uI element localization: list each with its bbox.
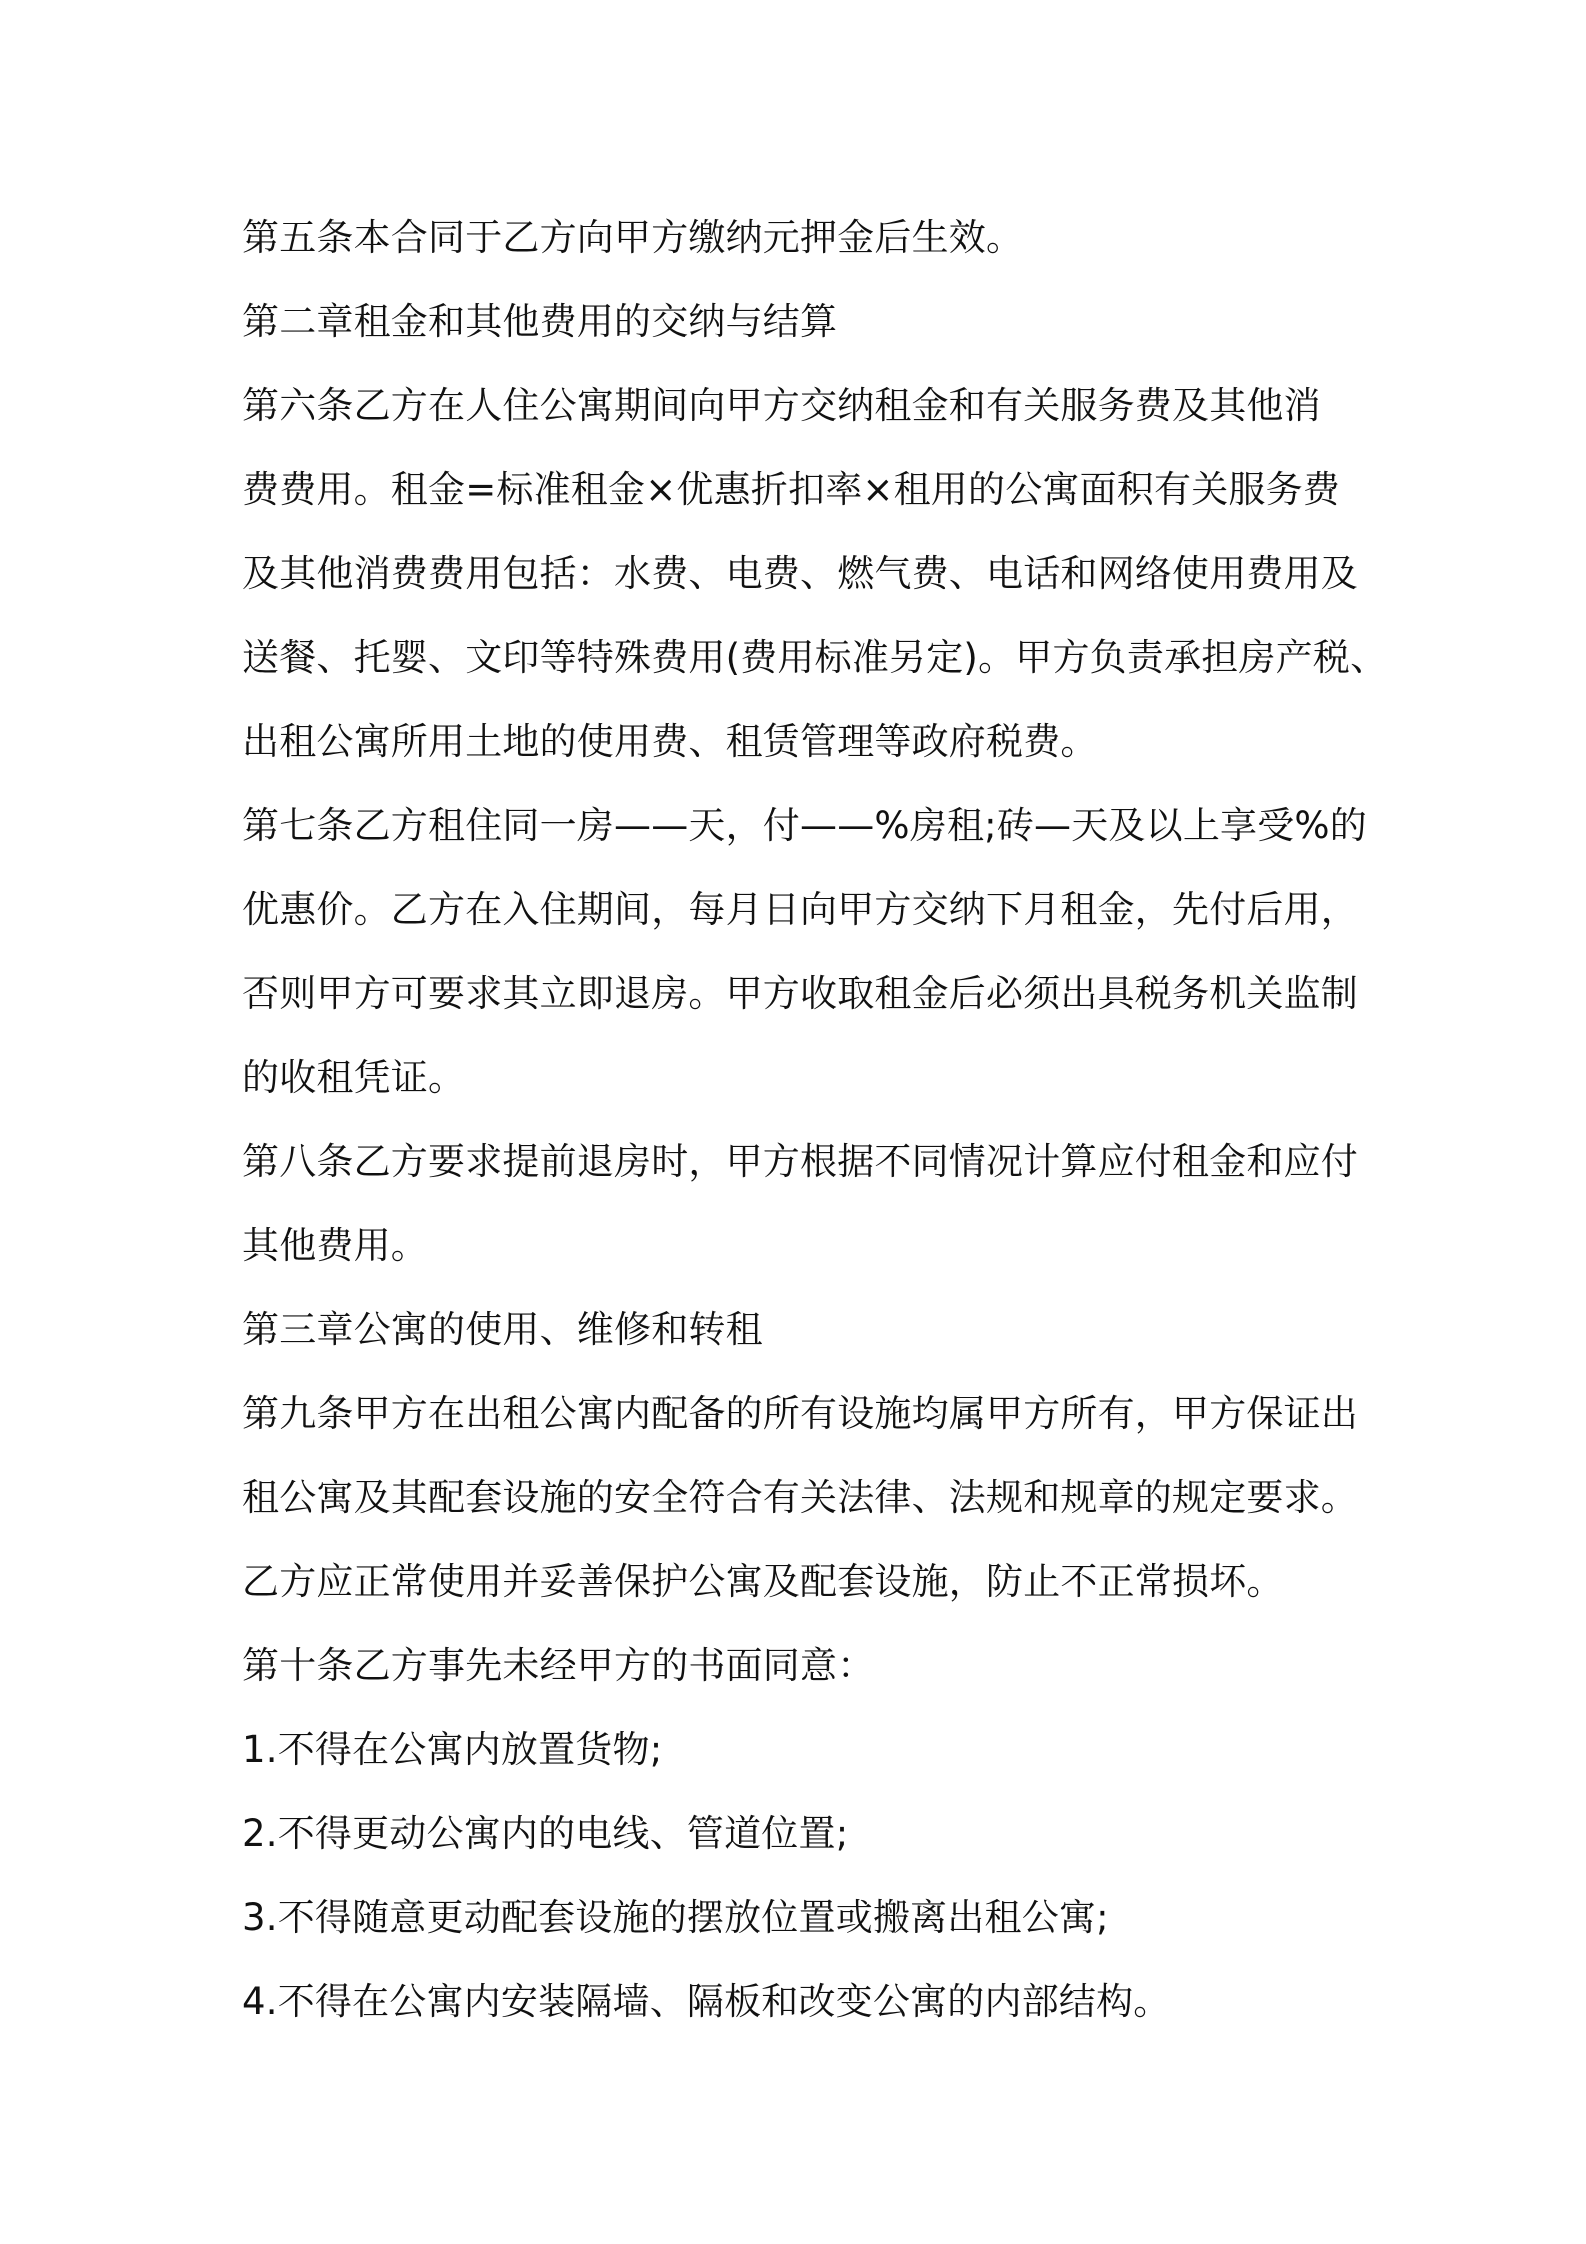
article-8-line-1: 第八条乙方要求提前退房时，甲方根据不同情况计算应付租金和应付 — [242, 1140, 1358, 1183]
article-7-line-4: 的收租凭证。 — [242, 1056, 466, 1099]
chapter-2-heading: 第二章租金和其他费用的交纳与结算 — [242, 300, 838, 343]
article-7-line-3: 否则甲方可要求其立即退房。甲方收取租金后必须出具税务机关监制 — [242, 972, 1358, 1015]
article-10-line: 第十条乙方事先未经甲方的书面同意： — [242, 1644, 875, 1687]
article-5-line: 第五条本合同于乙方向甲方缴纳元押金后生效。 — [242, 216, 1024, 259]
article-7-line-1: 第七条乙方租住同一房——天，付——%房租;砖—天及以上享受%的 — [242, 804, 1367, 847]
article-9-line-3: 乙方应正常使用并妥善保护公寓及配套设施，防止不正常损坏。 — [242, 1560, 1284, 1603]
list-item-2: 2.不得更动公寓内的电线、管道位置; — [242, 1812, 849, 1855]
article-6-line-2: 费费用。租金=标准租金×优惠折扣率×租用的公寓面积有关服务费 — [242, 468, 1341, 511]
article-9-line-1: 第九条甲方在出租公寓内配备的所有设施均属甲方所有，甲方保证出 — [242, 1392, 1358, 1435]
list-item-1: 1.不得在公寓内放置货物; — [242, 1728, 663, 1771]
article-9-line-2: 租公寓及其配套设施的安全符合有关法律、法规和规章的规定要求。 — [242, 1476, 1358, 1519]
article-7-line-2: 优惠价。乙方在入住期间，每月日向甲方交纳下月租金，先付后用， — [242, 888, 1358, 931]
article-6-line-3: 及其他消费费用包括：水费、电费、燃气费、电话和网络使用费用及 — [242, 552, 1358, 595]
article-8-line-2: 其他费用。 — [242, 1224, 428, 1267]
chapter-3-heading: 第三章公寓的使用、维修和转租 — [242, 1308, 763, 1351]
document-body — [242, 196, 1388, 2044]
article-6-line-4: 送餐、托婴、文印等特殊费用(费用标准另定)。甲方负责承担房产税、 — [242, 636, 1388, 679]
article-6-line-1: 第六条乙方在人住公寓期间向甲方交纳租金和有关服务费及其他消 — [242, 384, 1321, 427]
article-6-line-5: 出租公寓所用土地的使用费、租赁管理等政府税费。 — [242, 720, 1098, 763]
list-item-4: 4.不得在公寓内安装隔墙、隔板和改变公寓的内部结构。 — [242, 1980, 1171, 2023]
list-item-3: 3.不得随意更动配套设施的摆放位置或搬离出租公寓; — [242, 1896, 1109, 1939]
